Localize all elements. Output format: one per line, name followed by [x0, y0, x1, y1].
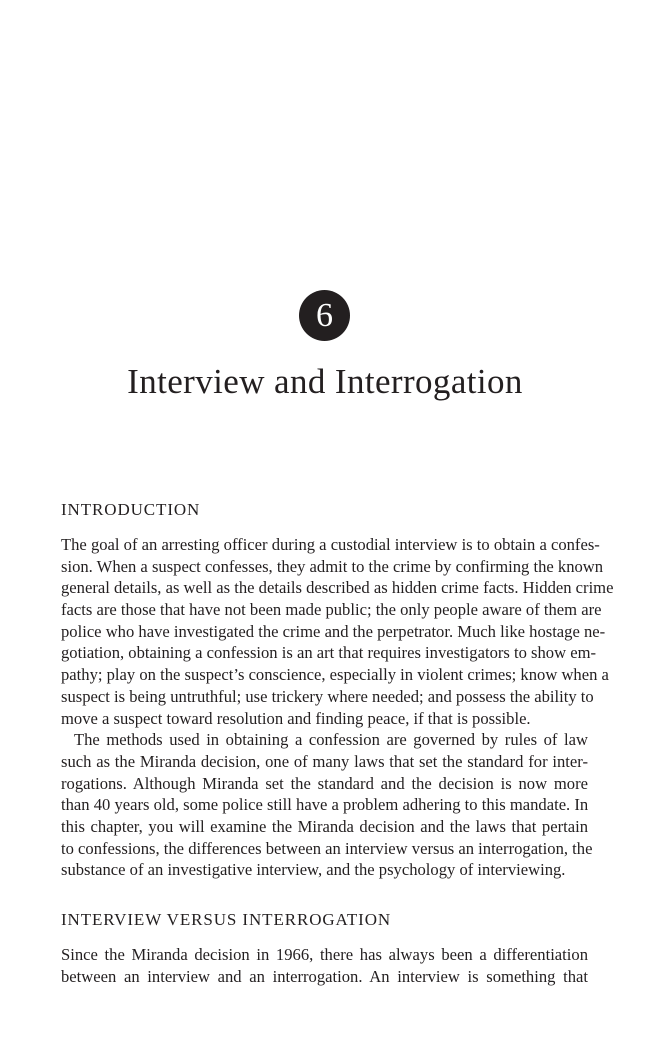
paragraph-line: pathy; play on the suspect’s conscience, especially in violent crimes; know when a: [61, 665, 609, 685]
section-heading-introduction: INTRODUCTION: [61, 500, 201, 519]
paragraph-line: suspect is being untruthful; use trickery where needed; and possess the ability to: [61, 686, 594, 706]
paragraph-line: to confessions, the differences between an interview versus an interrogation, the: [61, 838, 593, 858]
paragraph-line: substance of an investigative interview, and the psychology of interviewing.: [61, 860, 566, 880]
paragraph-line: Since the Miranda decision in 1966, there has always been a differentiation: [61, 945, 588, 964]
chapter-title: Interview and Interrogation: [127, 362, 523, 401]
paragraph-line: facts are those that have not been made public; the only people aware of them are: [61, 600, 602, 620]
paragraph-line: such as the Miranda decision, one of many laws that set the standard for inter-: [61, 751, 588, 771]
chapter-number: 6: [316, 296, 333, 334]
paragraph-line: move a suspect toward resolution and finding peace, if that is possible.: [61, 708, 531, 728]
paragraph-line: The methods used in obtaining a confession are governed by rules of law: [74, 730, 588, 750]
introduction-body: [61, 534, 614, 881]
paragraph-line: sion. When a suspect confesses, they admit to the crime by confirming the known: [61, 556, 604, 576]
section-heading-interview-versus-interrogation: INTERVIEW VERSUS INTERROGATION: [61, 910, 392, 929]
paragraph-line: gotiation, obtaining a confession is an art that requires investigators to show em-: [61, 643, 597, 663]
interview-versus-interrogation-body: [61, 944, 588, 987]
paragraph-line: rogations. Although Miranda set the standard and the decision is now more: [61, 773, 588, 793]
paragraph-line: this chapter, you will examine the Miranda decision and the laws that pertain: [61, 816, 588, 836]
chapter-number-badge: [299, 290, 350, 341]
paragraph-line: than 40 years old, some police still have a problem adhering to this mandate. In: [61, 795, 589, 815]
paragraph-line: The goal of an arresting officer during a custodial interview is to obtain a confes-: [61, 535, 600, 554]
paragraph-line: general details, as well as the details described as hidden crime facts. Hidden crime: [61, 578, 614, 598]
paragraph-line: between an interview and an interrogation. An interview is something that: [61, 966, 588, 986]
paragraph-line: police who have investigated the crime and the perpetrator. Much like hostage ne-: [61, 621, 606, 641]
